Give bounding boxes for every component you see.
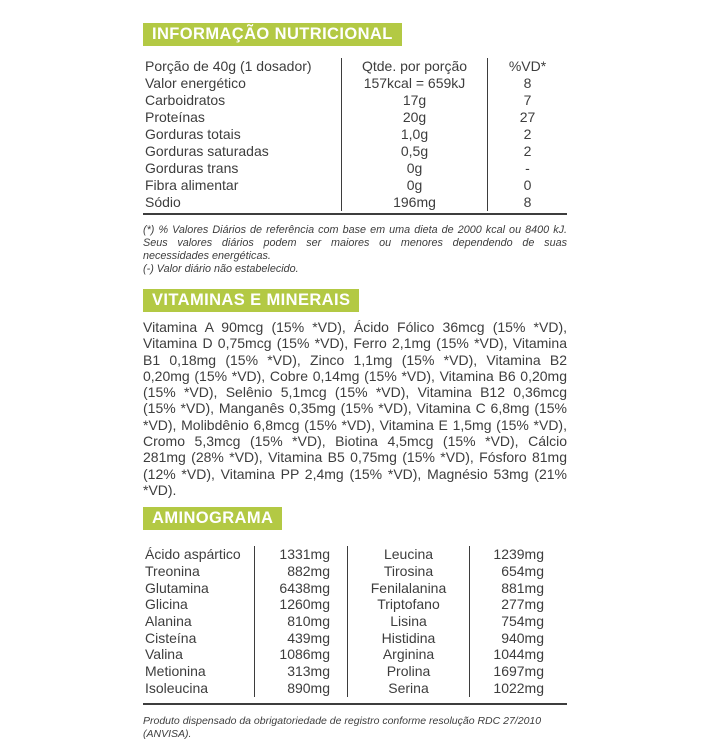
nutrition-row-dv: 2 [523, 126, 532, 142]
aminogram-table [143, 546, 567, 704]
registration-note: Produto dispensado da obrigatoriedade de registro conforme resolução RDC 27/2010 (ANVISA). [143, 714, 542, 740]
amino-amount: 1260mg [255, 596, 348, 613]
nutrition-row-dv: 0 [523, 177, 532, 193]
footnote-daily-values: (*) % Valores Diários de referência com base em uma dieta de 2000 kcal ou 8400 kJ. Seus valores diários podem ser maiores ou menores dependendo de suas necessidades energéticas. [143, 224, 567, 262]
amino-name: Metionina [143, 663, 255, 680]
amino-amount: 439mg [255, 630, 348, 647]
amino-name: Glicina [143, 596, 255, 613]
nutrition-row-amount: 1,0g [342, 126, 488, 143]
amino-amount: 654mg [501, 562, 544, 579]
nutrition-header-quantity: Qtde. por porção [342, 58, 488, 75]
nutrition-row-dv: - [525, 160, 530, 176]
nutrition-row-label: Valor energético [143, 75, 342, 92]
amino-name: Cisteína [143, 630, 255, 647]
nutrition-row-amount: 17g [342, 92, 488, 109]
amino-name: Arginina [348, 646, 470, 663]
footnote-not-established: (-) Valor diário não estabelecido. [143, 263, 299, 275]
amino-name: Treonina [143, 563, 255, 580]
nutrition-row-label: Gorduras saturadas [143, 143, 342, 160]
amino-name: Ácido aspártico [143, 546, 255, 563]
nutrition-row-dv: 8 [523, 194, 532, 210]
nutrition-header-portion: Porção de 40g (1 dosador) [143, 58, 342, 75]
nutrition-row-amount: 157kcal = 659kJ [342, 75, 488, 92]
nutrition-footnotes [143, 224, 567, 276]
nutrition-row-dv: 27 [519, 109, 536, 125]
nutrition-row-amount: 0g [342, 160, 488, 177]
amino-name: Fenilalanina [348, 580, 470, 597]
amino-name: Triptofano [348, 596, 470, 613]
amino-name: Valina [143, 646, 255, 663]
amino-amount: 890mg [255, 680, 348, 697]
amino-amount: 810mg [255, 613, 348, 630]
amino-amount: 882mg [255, 563, 348, 580]
amino-amount: 313mg [255, 663, 348, 680]
nutrition-row-label: Sódio [143, 194, 342, 211]
nutrition-row-dv: 7 [523, 92, 532, 108]
vitamins-section-title: VITAMINAS E MINERAIS [143, 289, 359, 312]
amino-name: Isoleucina [143, 680, 255, 697]
nutrition-header-dv: %VD* [508, 58, 547, 74]
amino-amount: 881mg [501, 579, 544, 596]
amino-name: Prolina [348, 663, 470, 680]
amino-name: Leucina [348, 546, 470, 563]
amino-amount: 1044mg [493, 646, 544, 663]
nutrition-row-amount: 0,5g [342, 143, 488, 160]
nutrition-row-dv: 2 [523, 143, 532, 159]
amino-name: Tirosina [348, 563, 470, 580]
amino-name: Serina [348, 680, 470, 697]
nutrition-row-dv: 8 [523, 75, 532, 91]
amino-name: Histidina [348, 630, 470, 647]
amino-name: Lisina [348, 613, 470, 630]
amino-name: Glutamina [143, 580, 255, 597]
nutrition-section-title: INFORMAÇÃO NUTRICIONAL [143, 23, 402, 46]
amino-name: Alanina [143, 613, 255, 630]
nutrition-row-label: Gorduras trans [143, 160, 342, 177]
nutrition-label [143, 23, 567, 741]
nutrition-row-label: Fibra alimentar [143, 177, 342, 194]
amino-amount: 940mg [501, 629, 544, 646]
amino-amount: 1331mg [255, 546, 348, 563]
amino-amount: 6438mg [255, 580, 348, 597]
nutrition-row-label: Gorduras totais [143, 126, 342, 143]
amino-amount: 1086mg [255, 646, 348, 663]
aminogram-section-title: AMINOGRAMA [143, 507, 282, 530]
nutrition-table [143, 58, 567, 215]
nutrition-row-label: Proteínas [143, 109, 342, 126]
amino-amount: 1697mg [493, 663, 544, 680]
amino-amount: 754mg [501, 613, 544, 630]
nutrition-row-amount: 20g [342, 109, 488, 126]
vitamins-paragraph: Vitamina A 90mcg (15% *VD), Ácido Fólico 36mcg (15% *VD), Vitamina D 0,75mcg (15% *VD), Ferro 2,1mg (15% *VD), Vitamina B1 0,18mg (15% *VD), Zinco 1,1mg (15% *VD), Vitamina B2 0,20mg (15% *VD), Cobre 0,14mg (15% *VD), Vitamina B6 0,20mg (15% *VD), Selênio 5,1mcg (15% *VD), Vitamina B12 0,36mcg (15% *VD), Manganês 0,35mg (15% *VD), Vitamina C 6,8mg (15% *VD), Molibdênio 6,8mcg (15% *VD), Vitamina E 1,5mg (15% *VD), Cromo 5,3mcg (15% *VD), Biotina 4,5mcg (15% *VD), Cálcio 281mg (28% *VD), Vitamina B5 0,75mg (15% *VD), Fósforo 81mg (12% *VD), Vitamina PP 2,4mg (15% *VD), Magnésio 53mg (21% *VD). [143, 319, 567, 498]
nutrition-row-amount: 0g [342, 177, 488, 194]
nutrition-row-amount: 196mg [342, 194, 488, 211]
nutrition-row-label: Carboidratos [143, 92, 342, 109]
amino-amount: 1022mg [493, 679, 544, 696]
amino-amount: 277mg [501, 596, 544, 613]
amino-amount: 1239mg [493, 546, 544, 563]
